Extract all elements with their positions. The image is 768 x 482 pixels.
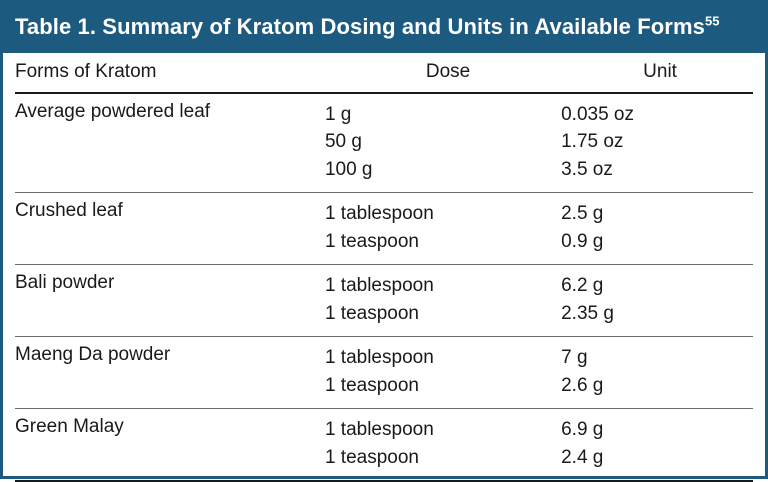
unit-line: 6.9 g: [561, 418, 604, 440]
dose-line: 1 tablespoon: [324, 275, 434, 297]
table-body: [3, 53, 765, 480]
table-row: [15, 193, 753, 265]
cell-form: Maeng Da powder: [15, 336, 325, 408]
table-bottom-rule: [15, 480, 753, 482]
dose-line: 1 teaspoon: [324, 446, 419, 468]
unit-line: 7 g: [561, 346, 588, 368]
unit-line: 6.2 g: [561, 275, 604, 297]
cell-unit: [561, 408, 753, 479]
unit-line: 2.4 g: [561, 446, 604, 468]
unit-line: 2.35 g: [561, 303, 614, 325]
table-title-reference: 55: [704, 13, 720, 29]
table-row: [15, 408, 753, 479]
dose-line: 1 teaspoon: [324, 303, 419, 325]
kratom-dosing-table: [15, 53, 753, 480]
dose-line: 1 teaspoon: [324, 374, 419, 396]
cell-dose: [325, 93, 561, 193]
cell-form: Bali powder: [15, 265, 325, 337]
cell-unit: [561, 193, 753, 265]
column-header-unit: Unit: [561, 53, 753, 93]
unit-line: 0.9 g: [561, 231, 604, 253]
cell-dose: [325, 408, 561, 479]
cell-form: Average powdered leaf: [15, 100, 211, 122]
table-body-rows: [15, 93, 753, 480]
unit-line: 1.75 oz: [561, 131, 624, 153]
cell-dose: [325, 265, 561, 337]
cell-unit: [561, 93, 753, 193]
cell-dose: [325, 336, 561, 408]
unit-line: 0.035 oz: [561, 103, 635, 125]
dose-line: 1 tablespoon: [324, 203, 434, 225]
table-title: [3, 3, 765, 53]
unit-line: 2.5 g: [561, 203, 604, 225]
table-title-text: Table 1. Summary of Kratom Dosing and Units in Available Forms: [15, 14, 705, 39]
dose-line: 1 g: [324, 103, 352, 125]
cell-unit: [561, 265, 753, 337]
unit-line: 3.5 oz: [561, 159, 613, 181]
cell-unit: [561, 336, 753, 408]
table-row: [15, 265, 753, 337]
dose-line: 1 teaspoon: [324, 231, 419, 253]
cell-dose: [325, 193, 561, 265]
dose-line: 100 g: [324, 159, 373, 181]
cell-form: Green Malay: [15, 408, 325, 479]
column-header-dose: Dose: [325, 53, 561, 93]
table-row: [15, 93, 753, 193]
dose-line: 1 tablespoon: [324, 418, 434, 440]
unit-line: 2.6 g: [561, 374, 604, 396]
table-header-row: [15, 53, 753, 93]
table-row: [15, 336, 753, 408]
column-header-forms: Forms of Kratom: [15, 53, 325, 93]
cell-form: Crushed leaf: [15, 193, 325, 265]
table-head: [15, 53, 753, 93]
dose-line: 1 tablespoon: [324, 346, 434, 368]
dose-line: 50 g: [324, 131, 362, 153]
